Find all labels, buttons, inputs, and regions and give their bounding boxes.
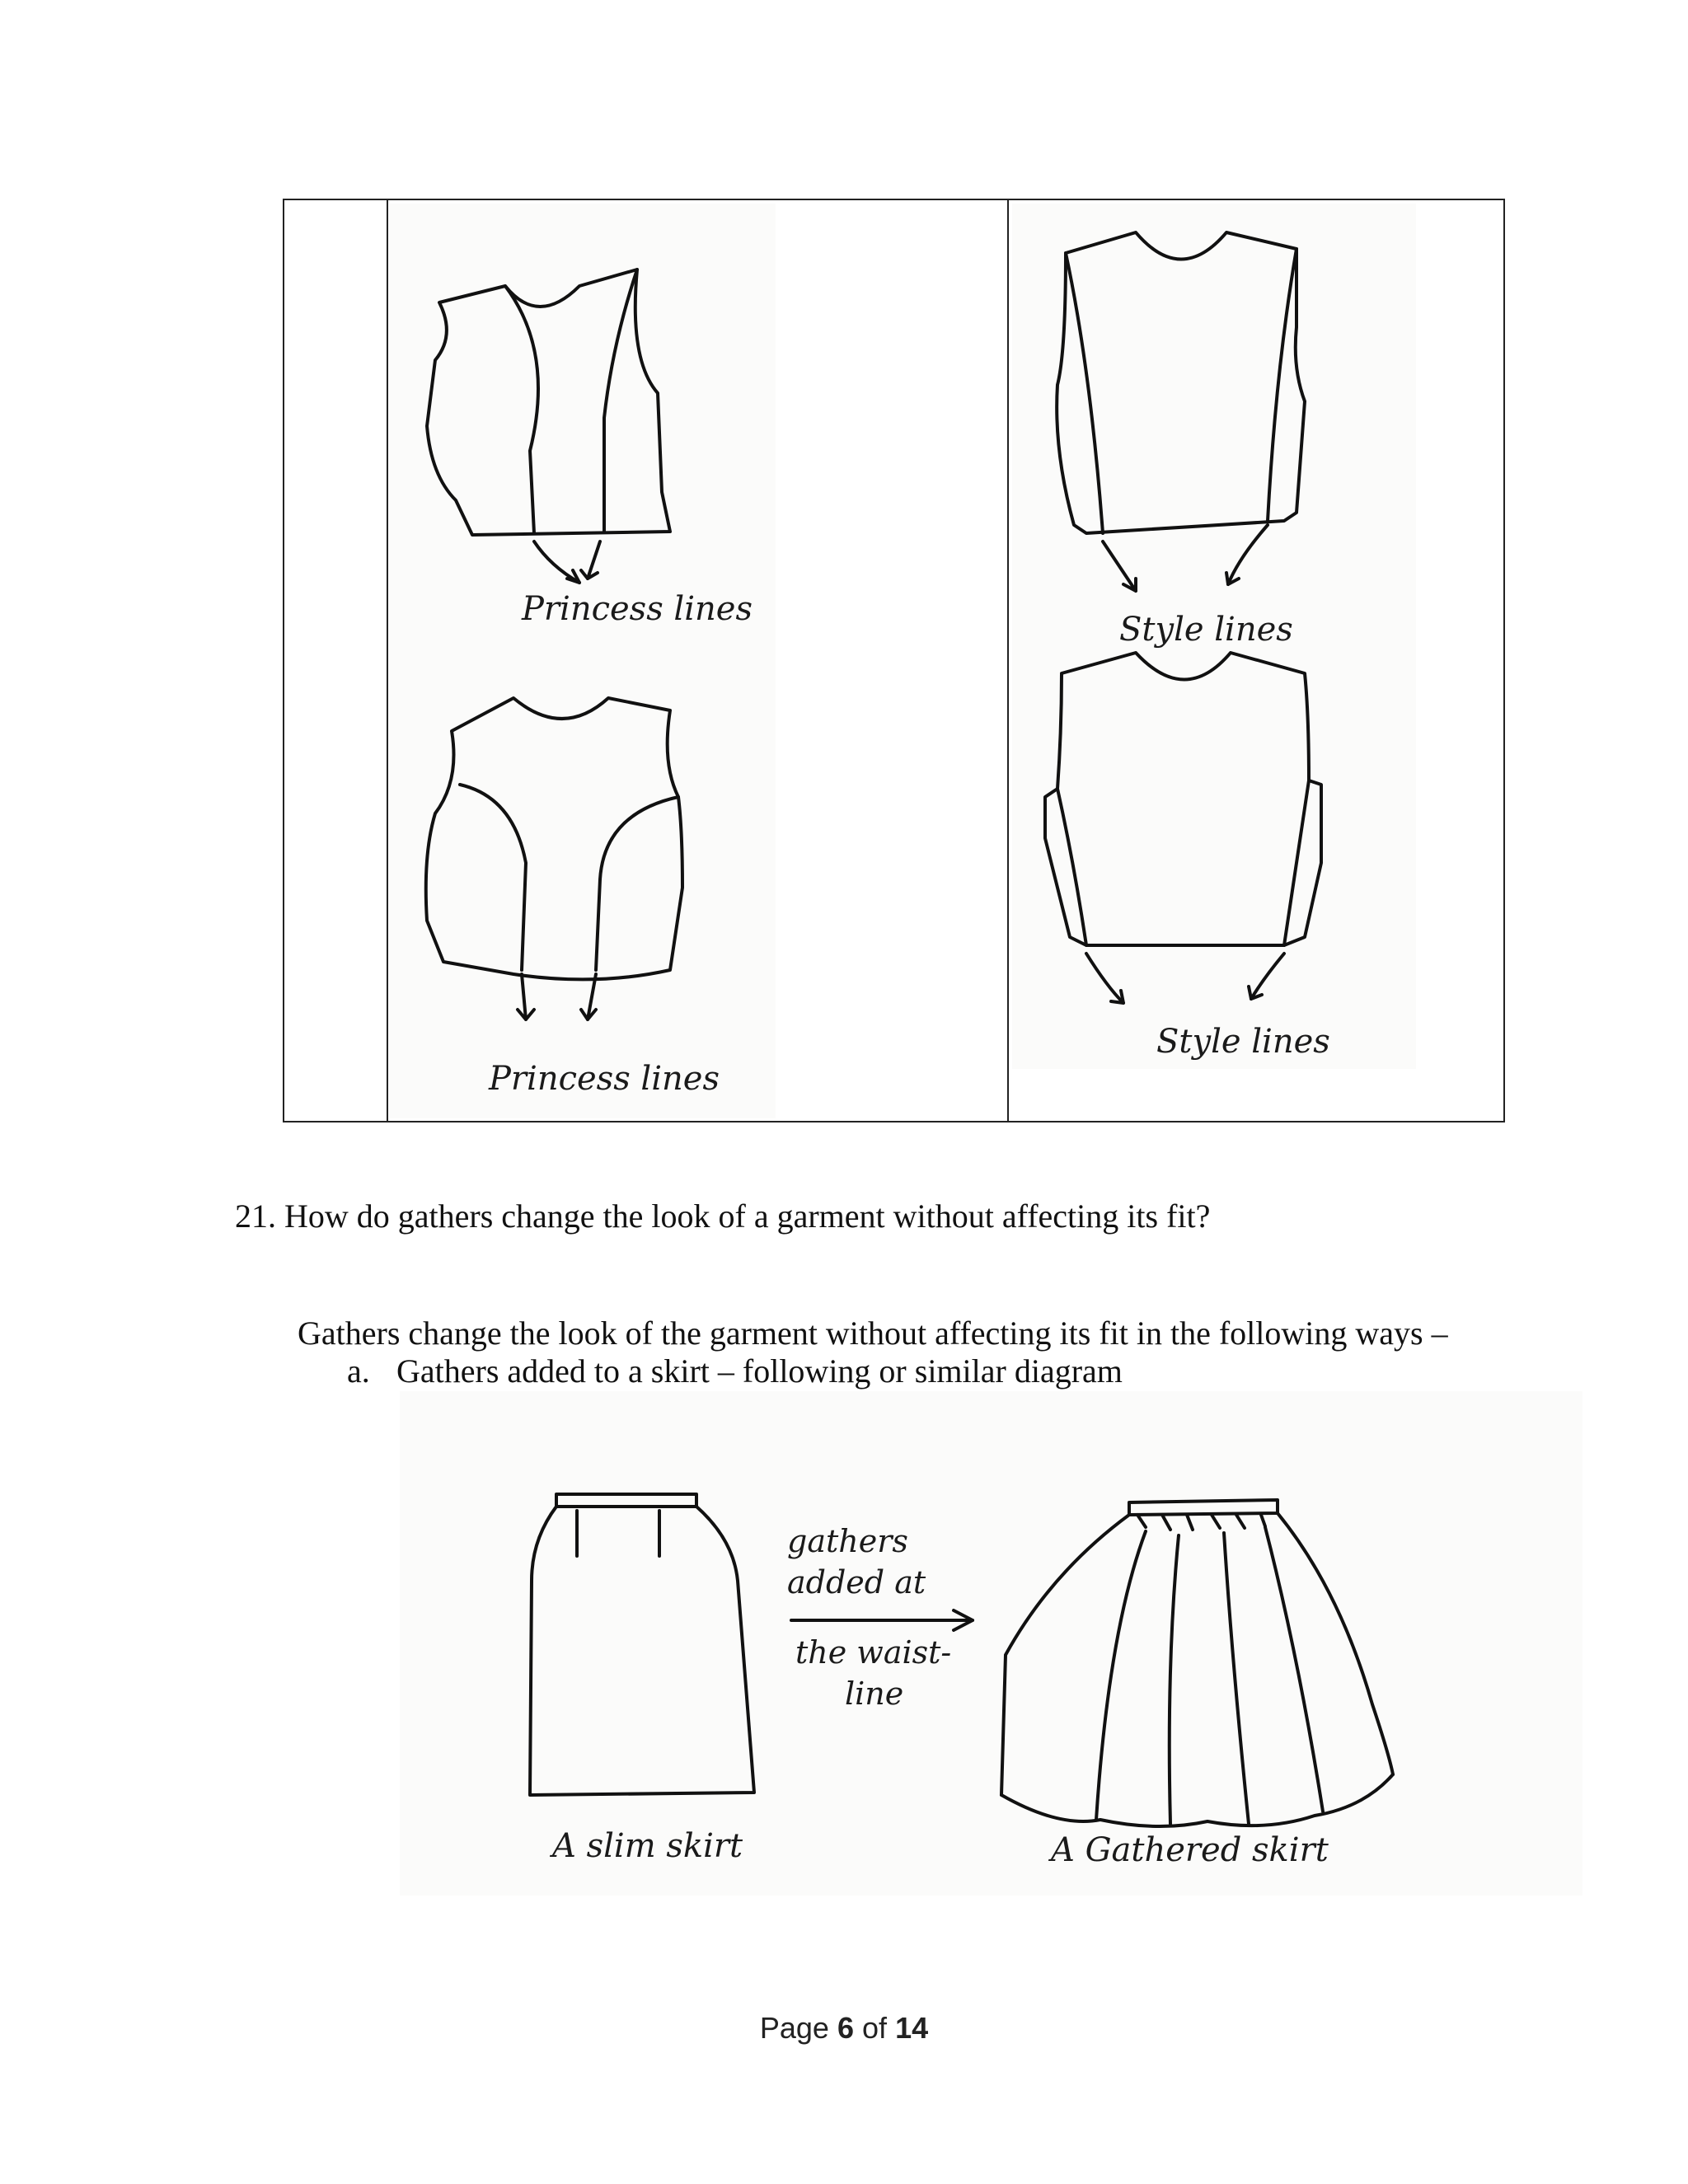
footer-of: of xyxy=(862,2011,888,2045)
princess-bodice-drawings xyxy=(390,204,776,1118)
skirt-gathers-diagram xyxy=(400,1391,1582,1896)
answer-intro: Gathers change the look of the garment without affecting its fit in the following ways – xyxy=(298,1315,1448,1352)
skirt-drawings xyxy=(400,1391,1582,1896)
slim-skirt-label: A slim skirt xyxy=(552,1827,743,1865)
question-21: 21. How do gathers change the look of a garment without affecting its fit? xyxy=(235,1197,1211,1235)
gathers-note-line-1: gathers xyxy=(787,1523,908,1559)
footer-total-pages: 14 xyxy=(895,2011,929,2045)
footer-current-page: 6 xyxy=(837,2011,854,2045)
style-bodice-drawings xyxy=(1012,204,1416,1069)
style-lines-label-2: Style lines xyxy=(1156,1023,1330,1061)
table-column-divider xyxy=(387,200,388,1121)
princess-lines-sketch xyxy=(390,204,776,1118)
page-footer xyxy=(0,2011,1688,2046)
style-lines-label-1: Style lines xyxy=(1119,611,1293,649)
table-column-divider xyxy=(1007,200,1009,1121)
footer-prefix: Page xyxy=(759,2011,829,2045)
gathered-skirt-label: A Gathered skirt xyxy=(1051,1831,1329,1869)
gathers-note-line-2: added at xyxy=(787,1564,926,1601)
bodice-style-table xyxy=(283,199,1505,1122)
gathers-note-line-4: line xyxy=(845,1675,904,1712)
answer-item-a xyxy=(347,1352,1123,1390)
answer-item-a-text: Gathers added to a skirt – following or similar diagram xyxy=(396,1352,1123,1390)
princess-lines-label-1: Princess lines xyxy=(522,590,753,628)
list-marker: a. xyxy=(347,1352,370,1390)
style-lines-sketch xyxy=(1012,204,1416,1069)
princess-lines-label-2: Princess lines xyxy=(489,1060,720,1098)
gathers-note-line-3: the waist- xyxy=(795,1634,952,1671)
